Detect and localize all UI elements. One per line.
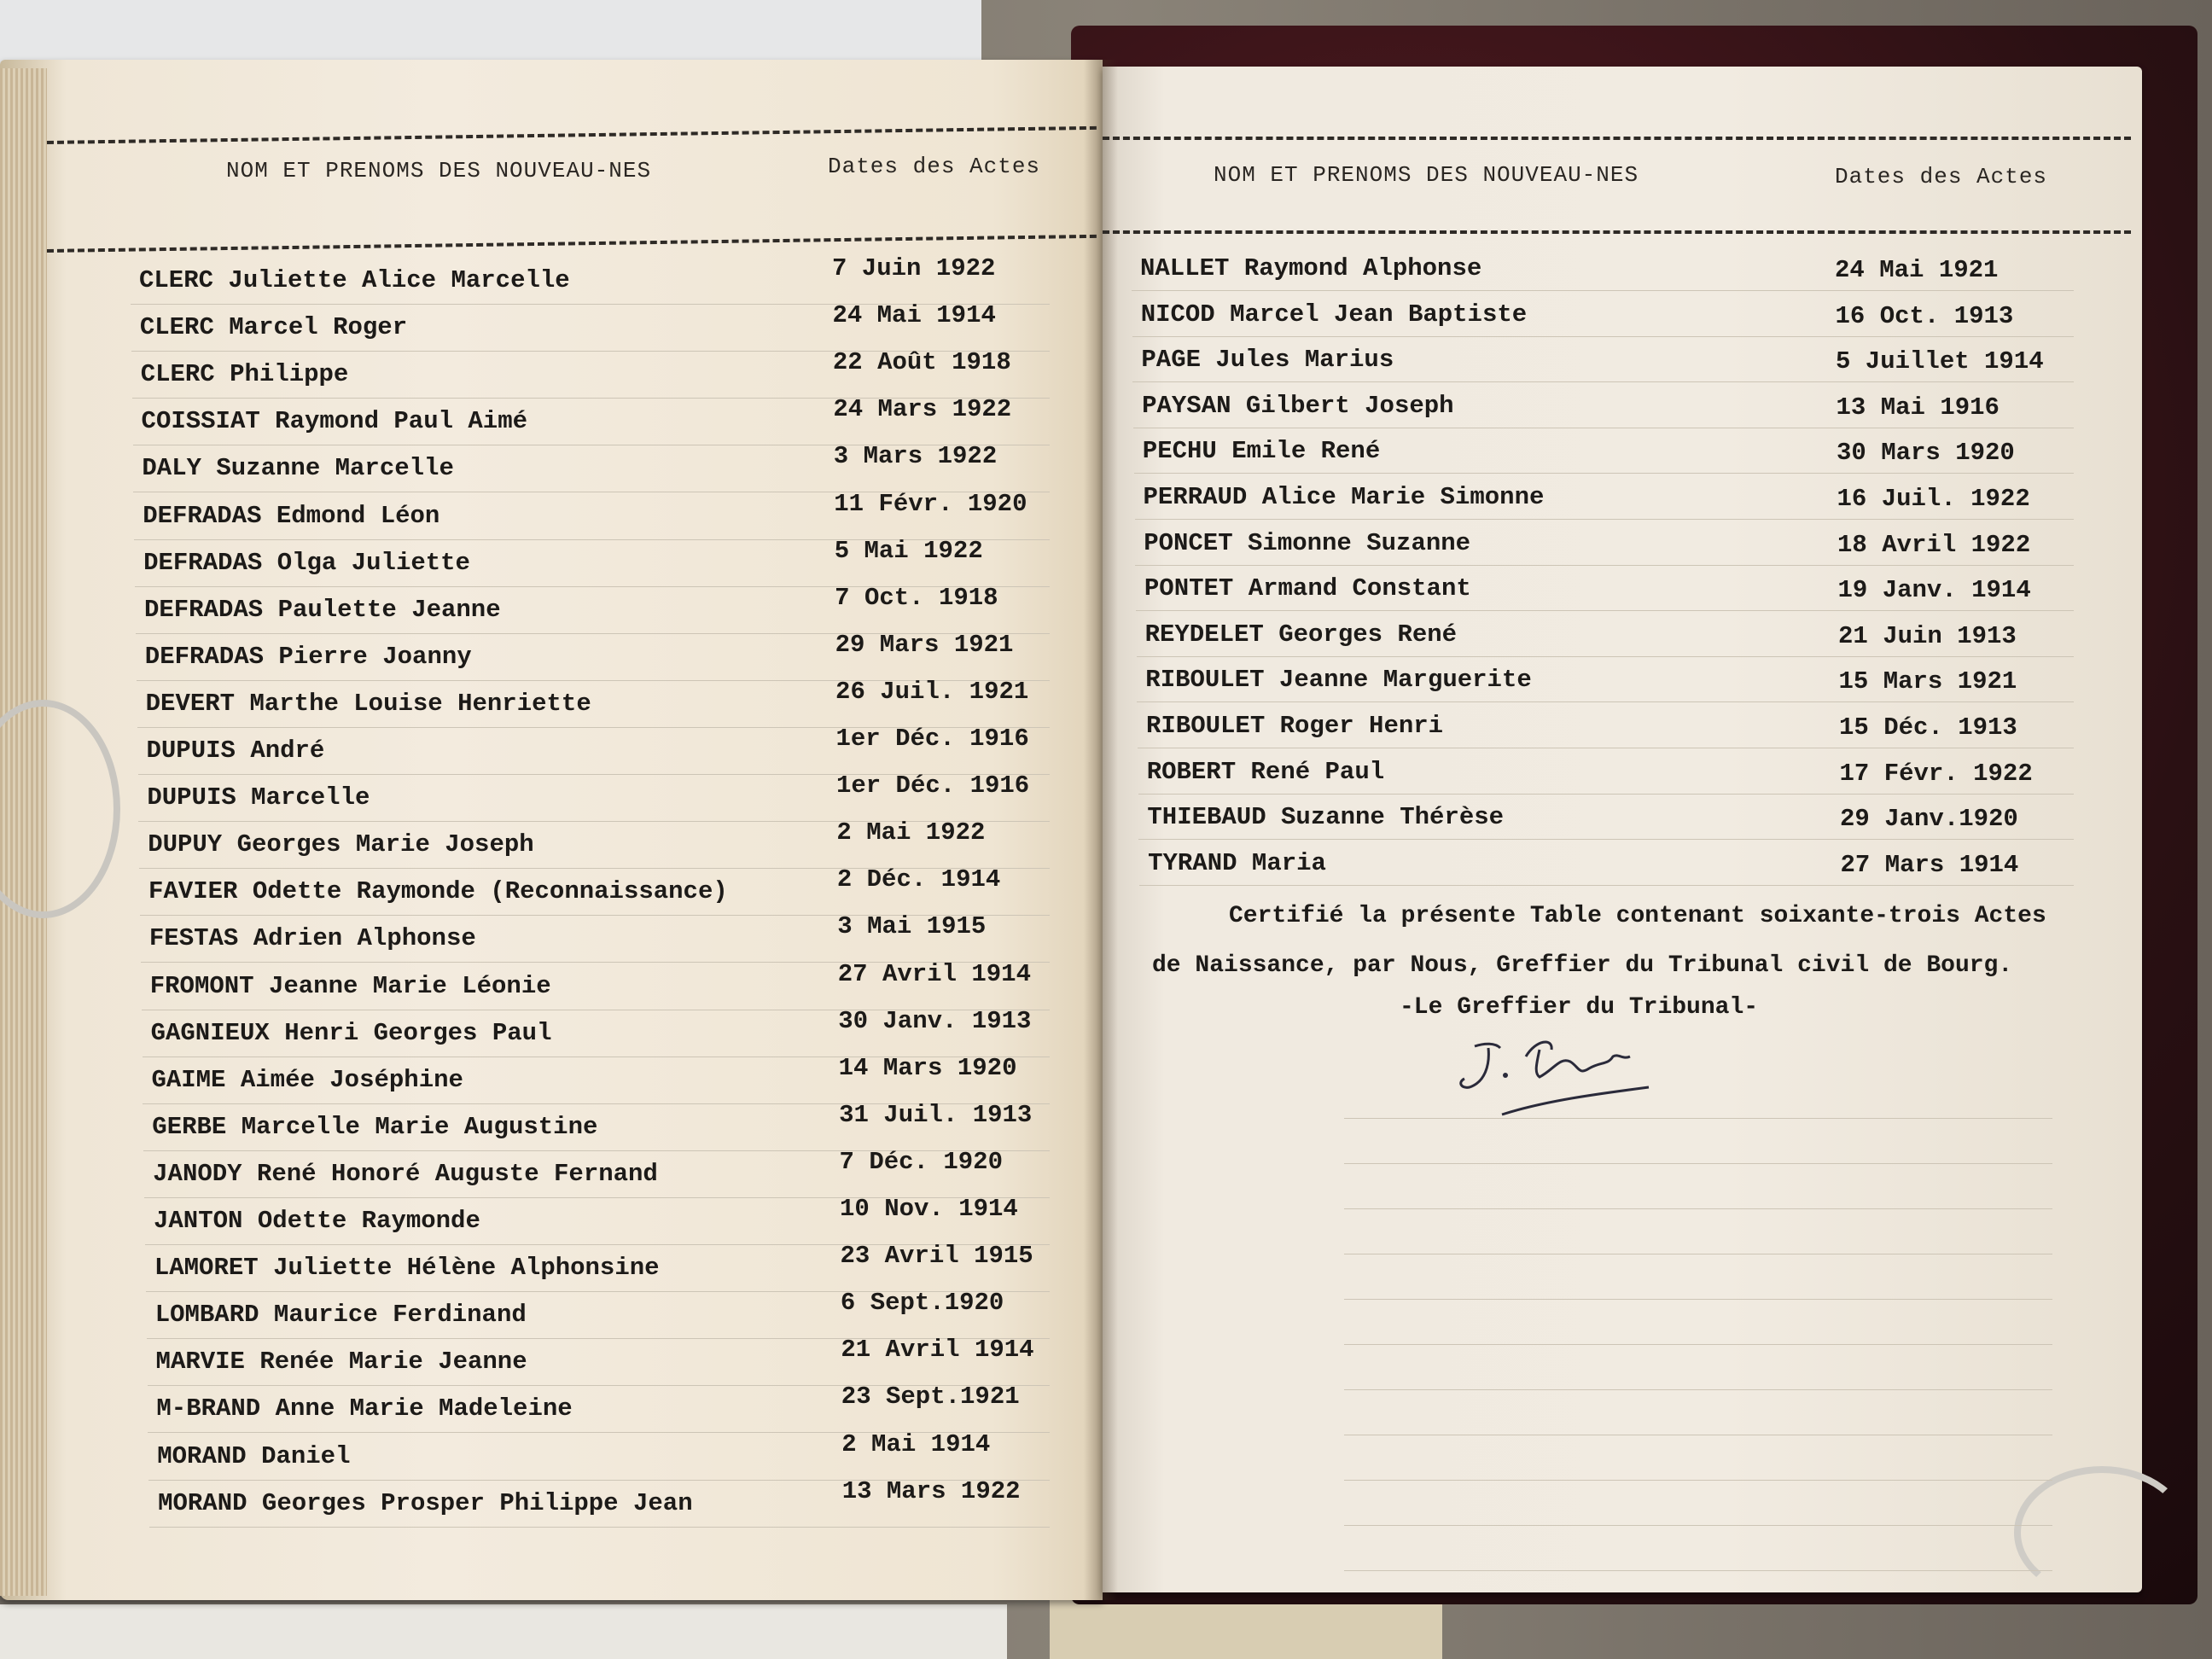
right-entry-date: 18 Avril 1922 — [1837, 530, 2031, 559]
right-blank-rule — [1344, 1389, 2052, 1390]
right-entry-name: PAYSAN Gilbert Joseph — [1142, 391, 1454, 420]
right-row-rule — [1137, 701, 2074, 702]
left-entry-name: CLERC Juliette Alice Marcelle — [139, 266, 570, 294]
left-entry-name: DUPUY Georges Marie Joseph — [148, 830, 534, 859]
left-entry-date: 23 Sept.1921 — [841, 1382, 1020, 1412]
right-entry-name: NICOD Marcel Jean Baptiste — [1140, 300, 1528, 329]
right-entry-name: TYRAND Maria — [1148, 848, 1326, 877]
left-entry-name: MARVIE Renée Marie Jeanne — [155, 1348, 527, 1377]
right-header-names: NOM ET PRENOMS DES NOUVEAU-NES — [1214, 162, 1639, 188]
left-entry-name: DUPUIS Marcelle — [147, 783, 370, 812]
left-entry-name: CLERC Philippe — [140, 360, 349, 389]
right-row-rule — [1138, 794, 2074, 795]
left-entry-date: 29 Mars 1921 — [835, 630, 1014, 659]
right-blank-rule — [1344, 1480, 2052, 1481]
left-entry-date: 13 Mars 1922 — [841, 1476, 1021, 1505]
left-entry-date: 3 Mars 1922 — [833, 442, 998, 471]
right-row-rule — [1136, 610, 2074, 611]
left-entry-name: FROMONT Jeanne Marie Léonie — [149, 971, 551, 1000]
left-entry-date: 3 Mai 1915 — [837, 912, 987, 941]
left-entry-name: DEFRADAS Paulette Jeanne — [143, 595, 501, 624]
left-entry-name: GERBE Marcelle Marie Augustine — [152, 1112, 598, 1141]
left-entry-date: 26 Juil. 1921 — [835, 677, 1029, 706]
right-entry-name: RIBOULET Roger Henri — [1146, 712, 1444, 740]
right-entry-name: PONTET Armand Constant — [1144, 574, 1471, 603]
left-entry-date: 30 Janv. 1913 — [838, 1006, 1032, 1035]
paper-underneath-bottom — [0, 1604, 1007, 1659]
left-entry-name: FESTAS Adrien Alphonse — [148, 924, 476, 953]
right-row-rule — [1139, 885, 2074, 886]
left-entry-date: 27 Avril 1914 — [837, 959, 1031, 988]
right-entry-date: 21 Juin 1913 — [1838, 621, 2017, 650]
right-header-dates: Dates des Actes — [1835, 164, 2048, 189]
left-entry-name: DEVERT Marthe Louise Henriette — [145, 689, 591, 718]
left-header-names: NOM ET PRENOMS DES NOUVEAU-NES — [226, 158, 652, 183]
left-entry-name: JANODY René Honoré Auguste Fernand — [153, 1159, 658, 1188]
left-entry-date: 2 Mai 1922 — [836, 818, 986, 847]
right-entry-name: PERRAUD Alice Marie Simonne — [1143, 483, 1545, 511]
left-entry-name: LAMORET Juliette Hélène Alphonsine — [154, 1254, 660, 1283]
right-blank-rule — [1344, 1570, 2052, 1571]
right-entry-date: 16 Juil. 1922 — [1837, 485, 2030, 513]
right-entry-date: 15 Déc. 1913 — [1839, 713, 2017, 742]
left-entry-name: MORAND Daniel — [157, 1441, 351, 1470]
left-entry-name: DEFRADAS Pierre Joanny — [144, 642, 472, 671]
left-row-rule — [149, 1527, 1050, 1528]
left-entry-date: 24 Mars 1922 — [833, 395, 1012, 424]
left-entry-date: 6 Sept.1920 — [840, 1289, 1004, 1318]
right-blank-rule — [1344, 1525, 2052, 1526]
left-entry-name: MORAND Georges Prosper Philippe Jean — [158, 1488, 693, 1517]
right-blank-rule — [1344, 1163, 2052, 1164]
right-blank-rule — [1344, 1208, 2052, 1209]
right-row-rule — [1138, 839, 2074, 840]
right-row-rule — [1132, 290, 2074, 291]
left-entry-date: 1er Déc. 1916 — [835, 771, 1030, 800]
right-entry-date: 5 Juillet 1914 — [1836, 347, 2044, 376]
right-row-rule — [1135, 519, 2075, 520]
right-row-rule — [1134, 473, 2074, 474]
left-entry-date: 7 Déc. 1920 — [839, 1147, 1003, 1176]
right-entry-date: 29 Janv.1920 — [1840, 805, 2018, 834]
right-entry-date: 30 Mars 1920 — [1837, 439, 2015, 468]
right-entry-name: PONCET Simonne Suzanne — [1144, 528, 1471, 557]
right-entry-date: 19 Janv. 1914 — [1837, 576, 2031, 605]
left-entry-date: 31 Juil. 1913 — [839, 1100, 1033, 1129]
right-entry-date: 17 Févr. 1922 — [1839, 759, 2033, 788]
greffier-signature — [1451, 1031, 1656, 1125]
left-entry-date: 23 Avril 1915 — [840, 1242, 1033, 1271]
left-entry-name: GAIME Aimée Joséphine — [151, 1065, 463, 1094]
left-entry-date: 10 Nov. 1914 — [840, 1195, 1018, 1223]
binder-clip-right — [2014, 1466, 2190, 1599]
right-row-rule — [1135, 565, 2074, 566]
left-entry-date: 7 Juin 1922 — [832, 254, 996, 282]
right-row-rule — [1137, 656, 2074, 657]
left-entry-date: 2 Mai 1914 — [841, 1429, 991, 1458]
left-entry-name: GAGNIEUX Henri Georges Paul — [150, 1018, 552, 1047]
right-entry-date: 13 Mai 1916 — [1836, 393, 2000, 422]
right-entry-name: NALLET Raymond Alphonse — [1140, 254, 1482, 282]
right-entry-date: 16 Oct. 1913 — [1835, 301, 2014, 330]
right-blank-rule — [1344, 1299, 2052, 1300]
right-entry-name: PAGE Jules Marius — [1141, 346, 1394, 375]
left-entry-date: 24 Mai 1914 — [832, 301, 996, 330]
left-entry-name: DEFRADAS Edmond Léon — [143, 501, 440, 530]
left-header-dates: Dates des Actes — [828, 154, 1041, 179]
left-entry-name: DEFRADAS Olga Juliette — [143, 548, 470, 577]
paper-underneath-top — [0, 0, 981, 68]
left-entry-name: FAVIER Odette Raymonde (Reconnaissance) — [148, 877, 728, 906]
left-entry-date: 21 Avril 1914 — [841, 1336, 1034, 1365]
left-entry-name: COISSIAT Raymond Paul Aimé — [141, 407, 528, 436]
certification-line-1: Certifié la présente Table contenant soixante-trois Actes — [1229, 903, 2046, 929]
right-blank-rule — [1344, 1344, 2052, 1345]
left-entry-date: 11 Févr. 1920 — [834, 489, 1027, 518]
right-entry-date: 24 Mai 1921 — [1835, 256, 1999, 284]
left-entry-date: 22 Août 1918 — [832, 348, 1011, 377]
certification-line-3: -Le Greffier du Tribunal- — [1400, 994, 1759, 1021]
right-entry-name: PECHU Emile René — [1142, 437, 1381, 466]
right-entry-name: THIEBAUD Suzanne Thérèse — [1147, 803, 1505, 832]
left-entry-name: LOMBARD Maurice Ferdinand — [154, 1301, 527, 1330]
right-row-rule — [1132, 336, 2074, 337]
right-entry-name: RIBOULET Jeanne Marguerite — [1145, 666, 1532, 695]
book-gutter — [1084, 60, 1118, 1600]
left-entry-date: 5 Mai 1922 — [834, 536, 983, 565]
right-row-rule — [1132, 381, 2074, 382]
header-rule-top-right — [1103, 137, 2131, 140]
left-entry-date: 7 Oct. 1918 — [835, 583, 998, 612]
left-entry-name: CLERC Marcel Roger — [139, 313, 408, 342]
right-entry-date: 15 Mars 1921 — [1838, 667, 2017, 696]
left-entry-name: DALY Suzanne Marcelle — [142, 454, 454, 483]
left-entry-name: JANTON Odette Raymonde — [154, 1207, 480, 1235]
header-rule-bottom-right — [1103, 230, 2131, 234]
right-blank-rule — [1344, 1118, 2052, 1119]
right-entry-date: 27 Mars 1914 — [1840, 850, 2019, 879]
certification-line-2: de Naissance, par Nous, Greffier du Tribunal civil de Bourg. — [1152, 952, 2013, 979]
right-entry-name: ROBERT René Paul — [1146, 757, 1385, 786]
left-entry-date: 1er Déc. 1916 — [835, 725, 1029, 753]
left-entry-name: M-BRAND Anne Marie Madeleine — [156, 1394, 573, 1423]
right-entry-name: REYDELET Georges René — [1144, 620, 1458, 649]
left-entry-date: 2 Déc. 1914 — [836, 865, 1001, 894]
left-entry-date: 14 Mars 1920 — [838, 1053, 1017, 1082]
left-entry-name: DUPUIS André — [146, 736, 325, 765]
